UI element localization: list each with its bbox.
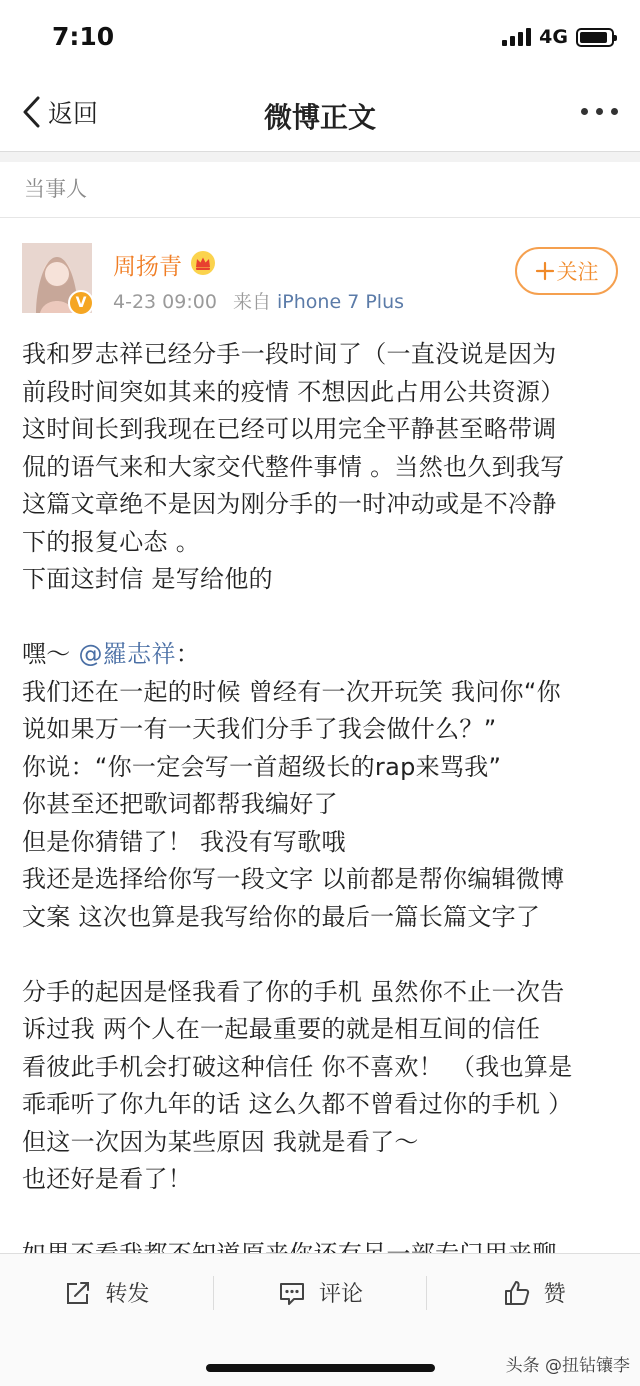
back-button[interactable] [18,94,98,130]
cellular-signal-icon [502,28,531,46]
more-options-icon[interactable] [581,102,618,121]
section-label: 当事人 [0,162,640,218]
like-button[interactable] [427,1254,640,1331]
chevron-left-icon [18,94,46,130]
post-line: 但这一次因为某些原因 我就是看了～ [22,1127,419,1156]
crown-icon [190,250,216,276]
post-line: 侃的语气来和大家交代整件事情 。当然也久到我写 [22,452,565,481]
post-line: 我们还在一起的时候 曾经有一次开玩笑 我问你“你 [22,677,561,706]
thumbs-up-icon [502,1278,532,1308]
action-bar [0,1253,640,1331]
post-line: 看彼此手机会打破这种信任 你不喜欢！ （我也算是 [22,1052,573,1081]
post-line: 我还是选择给你写一段文字 以前都是帮你编辑微博 [22,865,565,893]
post-line: 你甚至还把歌词都帮我编好了 [22,790,338,818]
post-line: 诉过我 两个人在一起最重要的就是相互间的信任 [22,1015,541,1043]
post-line: 分手的起因是怪我看了你的手机 虽然你不止一次告 [22,977,565,1006]
post-blank-line [22,936,620,974]
network-type: 4G [539,26,568,48]
page-title: 微博正文 [263,101,376,134]
status-time: 7:10 [52,22,115,51]
source-prefix: 来自 [232,291,271,313]
post-blank-line [22,599,620,637]
post-line: 说如果万一有一天我们分手了我会做什么？” [22,715,497,743]
comment-icon [277,1278,307,1308]
repost-button[interactable] [0,1254,213,1331]
post-line-greeting [22,636,620,674]
post-body [22,336,620,1253]
back-label: 返回 [48,99,99,128]
post-line: 文案 这次也算是我写给你的最后一篇长篇文字了 [22,902,541,931]
post-line: 你说：“你一定会写一首超级长的rap来骂我” [22,752,502,781]
post-line: 但是你猜错了！ 我没有写歌哦 [22,827,346,856]
post-line: 下面这封信 是写给他的 [22,565,273,593]
home-indicator[interactable] [206,1364,435,1372]
status-indicators [502,26,614,48]
post-line: 前段时间突如其来的疫情 不想因此占用公共资源） [22,377,565,406]
post-timestamp: 4-23 09:00 [113,291,217,313]
repost-label: 转发 [105,1282,150,1307]
status-bar [0,0,640,80]
post-line: 我和罗志祥已经分手一段时间了（一直没说是因为 [22,340,557,368]
author-name[interactable]: 周扬青 [113,254,182,280]
follow-label: 关注 [556,260,599,284]
post-line: 这篇文章绝不是因为刚分手的一时冲动或是不冷静 [22,490,557,518]
post-line: 这时间长到我现在已经可以用完全平静甚至略带调 [22,415,557,443]
mention-link[interactable]: @羅志祥 [78,640,176,668]
post-blank-line [22,1199,620,1237]
nav-bar [0,80,640,152]
post-line: 也还好是看了！ [22,1165,193,1193]
greeting-text: 嘿～ [22,640,71,668]
plus-icon [535,261,555,281]
watermark: 头条 @扭钻镶李 [505,1356,630,1376]
post-meta [113,287,404,314]
post-line: 乖乖听了你九年的话 这么久都不曾看过你的手机 ） [22,1090,573,1118]
comment-label: 评论 [319,1282,364,1307]
section-divider [0,152,640,162]
post-line: 下的报复心态 。 [22,527,201,556]
verified-badge-icon: V [68,290,94,316]
battery-icon [576,28,614,47]
share-icon [63,1278,93,1308]
like-label: 赞 [543,1282,566,1307]
comment-button[interactable] [214,1254,427,1331]
post-source-link[interactable]: iPhone 7 Plus [277,291,405,313]
mention-suffix: ： [175,640,201,668]
follow-button[interactable] [515,247,618,295]
